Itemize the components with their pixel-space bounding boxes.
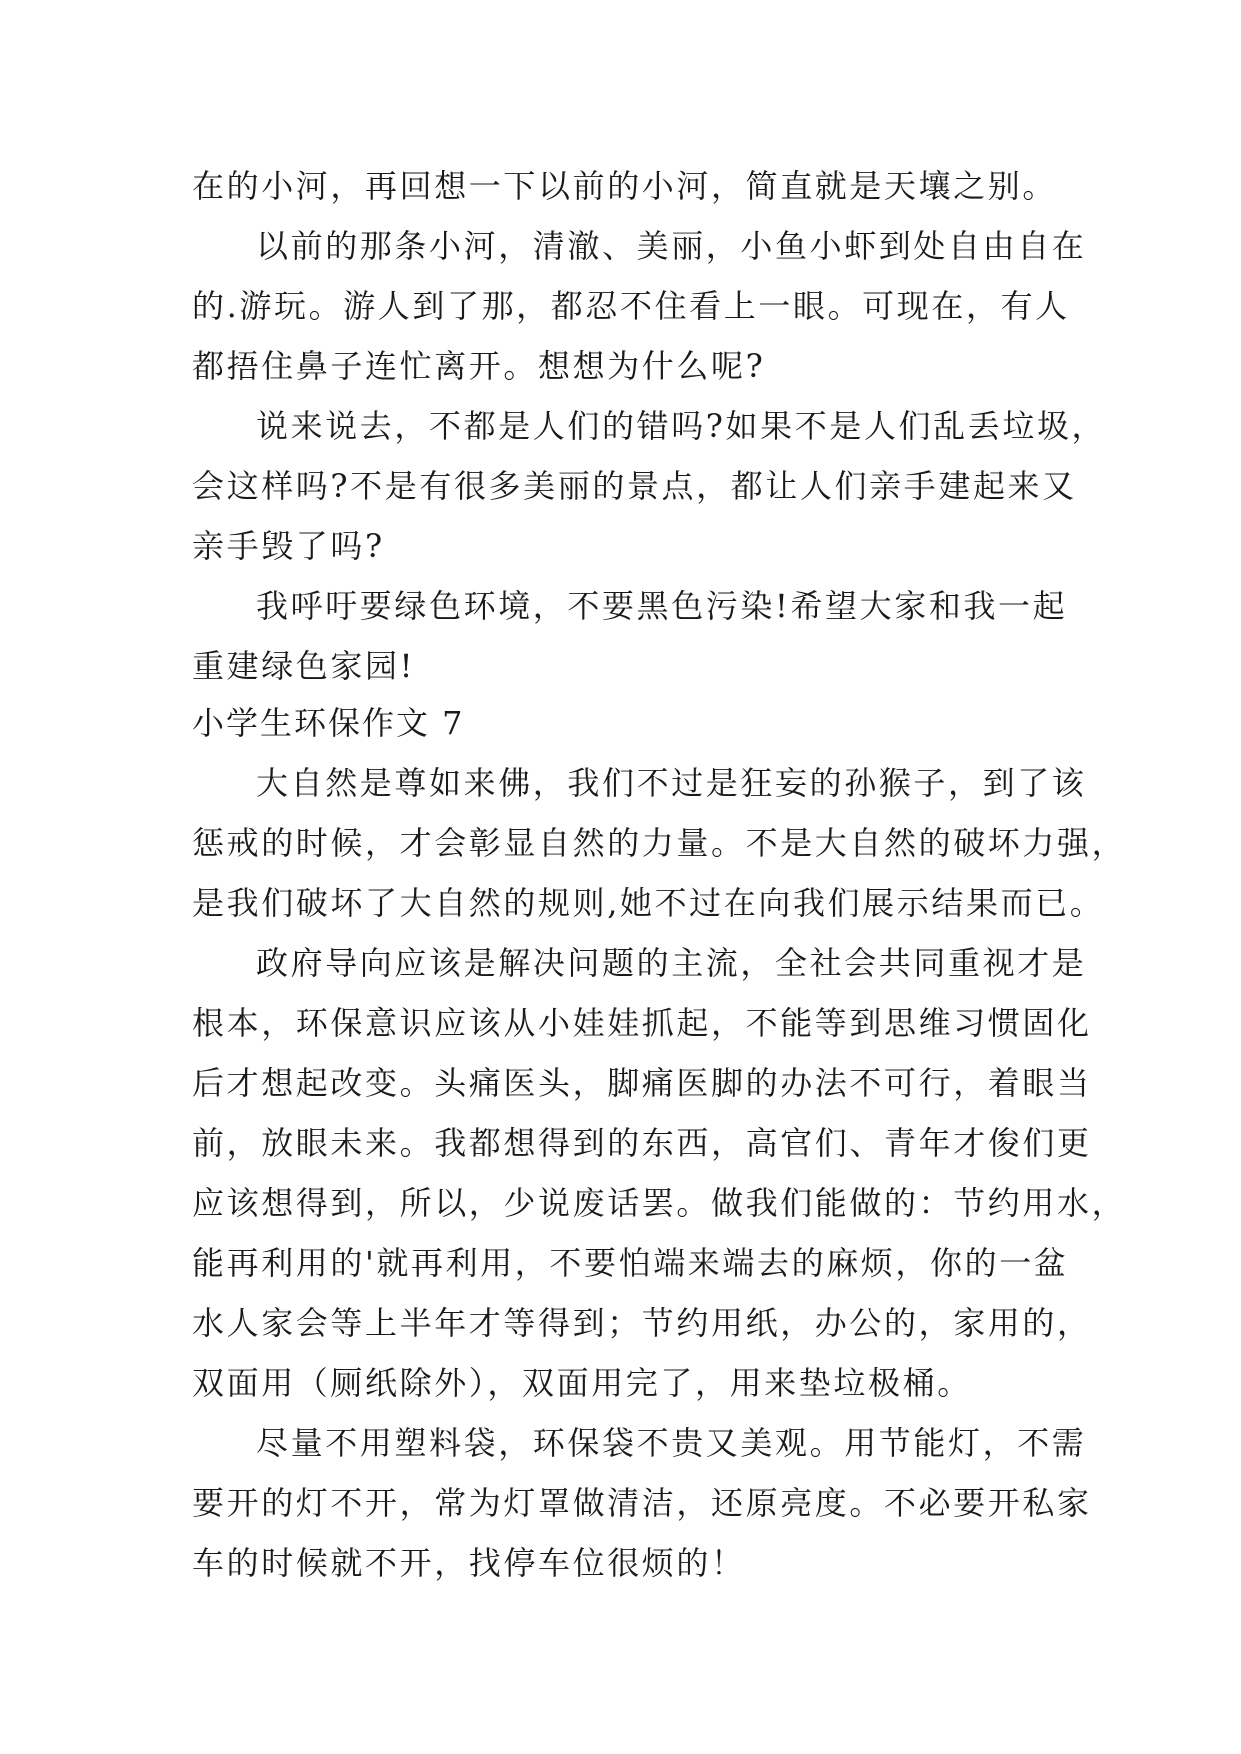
paragraph-line: 都捂住鼻子连忙离开。想想为什么呢? [192,347,766,385]
paragraph-line: 后才想起改变。头痛医头，脚痛医脚的办法不可行，着眼当 [192,1064,1092,1102]
paragraph-line: 应该想得到，所以，少说废话罢。做我们能做的：节约用水， [192,1184,1127,1222]
paragraph-line: 能再利用的'就再利用，不要怕端来端去的麻烦，你的一盆 [192,1244,1069,1282]
paragraph-line: 双面用（厕纸除外），双面用完了，用来垫垃极桶。 [192,1364,972,1402]
paragraph-line: 的.游玩。游人到了那，都忍不住看上一眼。可现在，有人 [192,287,1070,325]
paragraph-line: 根本，环保意识应该从小娃娃抓起，不能等到思维习惯固化 [192,1004,1092,1042]
paragraph-line: 惩戒的时候，才会彰显自然的力量。不是大自然的破坏力强， [192,824,1127,862]
paragraph-line: 会这样吗?不是有很多美丽的景点，都让人们亲手建起来又 [192,467,1077,505]
paragraph-line: 尽量不用塑料袋，环保袋不贵又美观。用节能灯，不需 [256,1424,1087,1462]
paragraph-line: 水人家会等上半年才等得到；节约用纸，办公的，家用的， [192,1304,1092,1342]
paragraph-line: 大自然是尊如来佛，我们不过是狂妄的孙猴子，到了该 [256,764,1087,802]
paragraph-line: 说来说去，不都是人们的错吗?如果不是人们乱丢垃圾， [256,407,1107,445]
paragraph-line: 在的小河，再回想一下以前的小河，简直就是天壤之别。 [192,167,1058,205]
paragraph-line: 车的时候就不开，找停车位很烦的！ [192,1544,746,1582]
paragraph-line: 亲手毁了吗? [192,527,385,565]
paragraph-line: 要开的灯不开，常为灯罩做清洁，还原亮度。不必要开私家 [192,1484,1092,1522]
paragraph-line: 政府导向应该是解决问题的主流，全社会共同重视才是 [256,944,1087,982]
paragraph-line: 我呼吁要绿色环境，不要黑色污染!希望大家和我一起 [256,587,1068,625]
section-heading: 小学生环保作文 7 [192,704,465,742]
paragraph-line: 是我们破坏了大自然的规则,她不过在向我们展示结果而已。 [192,884,1105,922]
paragraph-line: 以前的那条小河，清澈、美丽，小鱼小虾到处自由自在 [256,227,1087,265]
paragraph-line: 前，放眼未来。我都想得到的东西，高官们、青年才俊们更 [192,1124,1092,1162]
paragraph-line: 重建绿色家园! [192,647,416,685]
